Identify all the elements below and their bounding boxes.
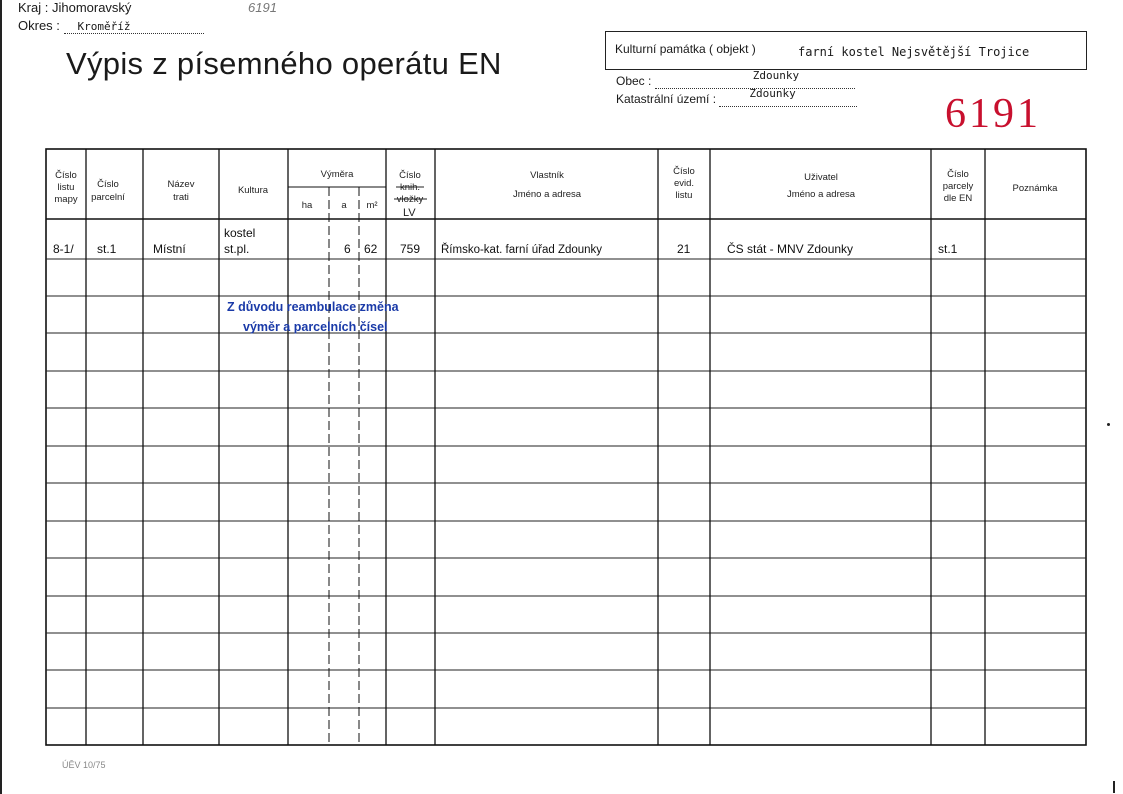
obec-label: Obec : [616, 74, 652, 88]
hdr-cislo-parcely-1: Číslo [947, 169, 969, 180]
kraj-value: Jihomoravský [51, 0, 132, 15]
hdr-cislo-knih-2: knih. [399, 182, 421, 193]
katastr-value: Zdounky [749, 87, 796, 100]
table-frame [46, 149, 1086, 745]
hdr-nazev-2: trati [173, 192, 189, 203]
monument-label: Kulturní památka ( objekt ) [615, 42, 756, 56]
row1-trat: Místní [153, 242, 186, 256]
row1-parcela-en: st.1 [938, 242, 958, 256]
page-title: Výpis z písemného operátu EN [66, 46, 502, 81]
row1-vlastnik: Římsko-kat. farní úřad Zdounky [441, 244, 603, 256]
note-line-2: výměr a parcelních čísel [243, 320, 388, 334]
column-lines [86, 149, 985, 745]
hdr-cislo-evid-1: Číslo [673, 166, 695, 177]
scan-tick [1113, 781, 1115, 793]
hdr-cislo-knih-3: vložky [396, 194, 424, 205]
row1-list-mapy: 8-1/ [53, 242, 74, 256]
row1-a: 6 [344, 242, 351, 256]
hdr-ha: ha [301, 200, 313, 211]
hdr-vlastnik: Vlastník [530, 170, 564, 181]
katastr-label: Katastrální území : [616, 92, 717, 106]
red-stamp-number: 6191 [945, 91, 1041, 137]
note-line-1: Z důvodu reambulace změna [227, 300, 399, 314]
hdr-uzivatel: Uživatel [804, 172, 838, 183]
hdr-cislo-listu-3: mapy [54, 194, 78, 205]
scan-dot [1107, 423, 1110, 426]
hdr-cislo-evid-3: listu [675, 190, 693, 201]
hdr-vymera: Výměra [320, 169, 354, 180]
hdr-cislo-parcelni-1: Číslo [97, 179, 119, 190]
row1-evid: 21 [677, 242, 691, 256]
hdr-cislo-parcelni-2: parcelní [91, 192, 125, 203]
row1-m2: 62 [364, 242, 378, 256]
hdr-nazev-1: Název [167, 179, 195, 190]
table-row [53, 226, 958, 256]
hdr-kultura: Kultura [237, 185, 269, 196]
hdr-cislo-evid-2: evid. [673, 178, 695, 189]
hdr-lv: LV [403, 207, 416, 219]
top-number: 6191 [248, 0, 277, 15]
row1-parcelni: st.1 [97, 242, 117, 256]
hdr-poznamka: Poznámka [1012, 183, 1058, 194]
hdr-cislo-parcely-2: parcely [942, 181, 974, 192]
header-texts [54, 166, 1058, 211]
hdr-cislo-listu-2: listu [57, 182, 75, 193]
vymera-dashed-lines [329, 187, 359, 745]
hdr-cislo-parcely-3: dle EN [943, 193, 973, 204]
hdr-uzivatel-sub: Jméno a adresa [786, 189, 856, 200]
row1-kultura-2: st.pl. [224, 242, 250, 256]
pencil-mark: ÚĚV 10/75 [62, 760, 106, 770]
hdr-m2: m² [366, 200, 378, 211]
obec-value: Zdounky [752, 69, 800, 82]
okres-label: Okres : [18, 18, 60, 33]
hdr-a: a [341, 200, 347, 211]
hdr-vlastnik-sub: Jméno a adresa [512, 189, 582, 200]
row1-vlozka: 759 [400, 242, 421, 256]
kraj-label: Kraj : [18, 0, 49, 15]
row-lines [46, 259, 1086, 708]
okres-value: Kroměříž [77, 20, 131, 33]
row1-kultura-1: kostel [224, 226, 256, 240]
hdr-cislo-knih-1: Číslo [399, 170, 421, 181]
monument-value: farní kostel Nejsvětější Trojice [798, 45, 1030, 59]
hdr-cislo-listu-1: Číslo [55, 170, 77, 181]
row1-uzivatel: ČS stát - MNV Zdounky [727, 242, 854, 256]
